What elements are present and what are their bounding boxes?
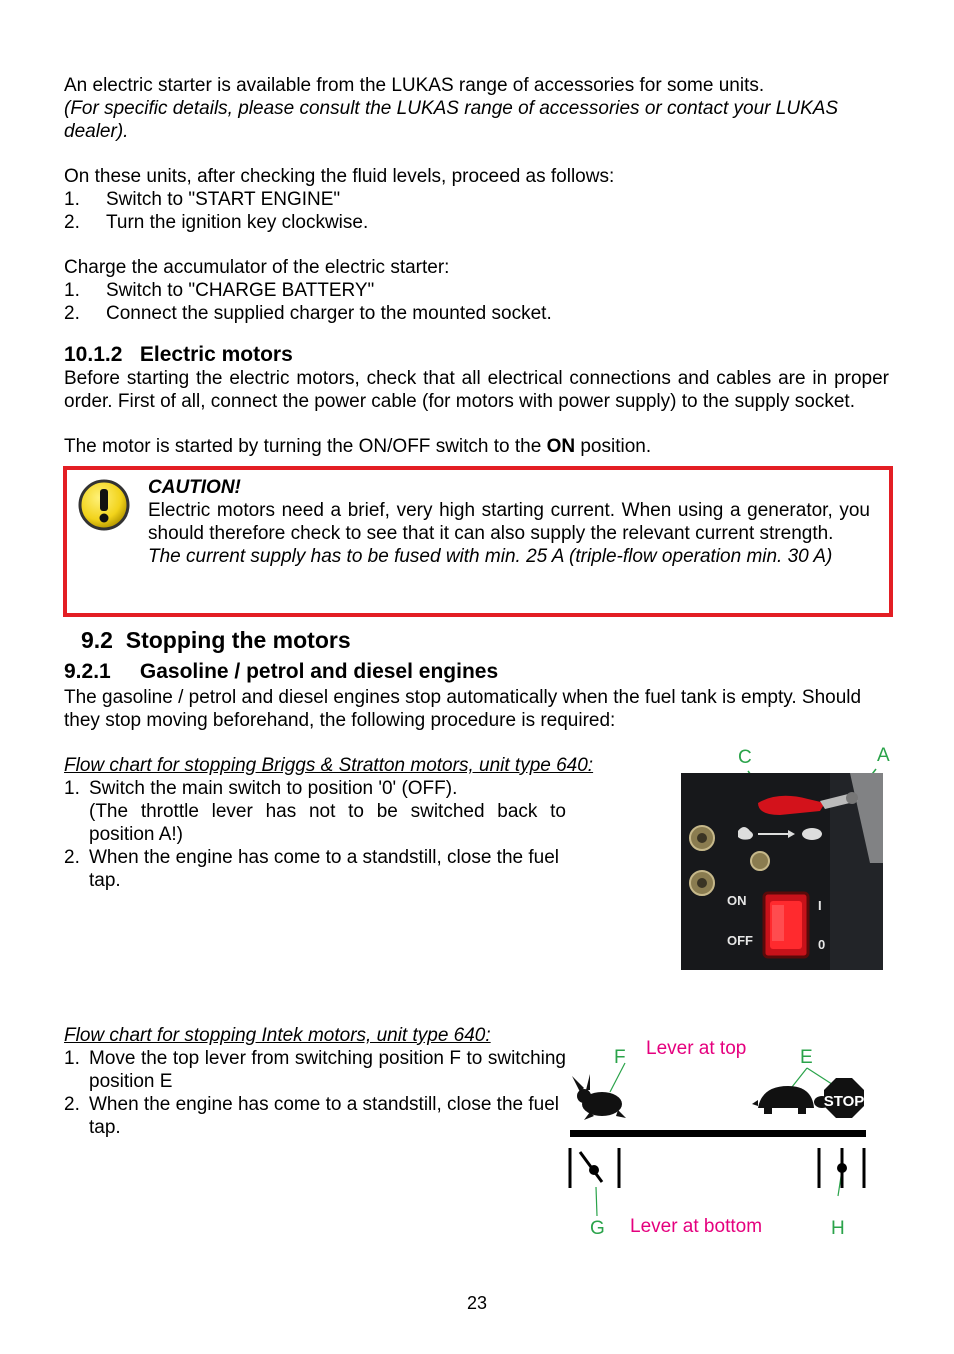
electric-motors-paragraph: Before starting the electric motors, check that all electrical connections and cables are in proper order. First of all, connect the power cable (for motors with power supply) to the supply socket. <box>64 368 889 412</box>
diagram-label-e: E <box>800 1047 813 1068</box>
list-item: 2. Turn the ignition key clockwise. <box>64 212 369 233</box>
list-item: 1. Move the top lever from switching position F to switching position E <box>64 1048 566 1092</box>
charge-procedure <box>64 256 894 325</box>
intro-note: (For specific details, please consult the LUKAS range of accessories or contact your LUKAS dealer). <box>64 98 839 142</box>
rabbit-icon <box>572 1074 626 1120</box>
intek-steps <box>64 1047 566 1139</box>
caution-content <box>148 476 870 568</box>
start-steps <box>64 188 894 234</box>
lever-diagram <box>560 1030 880 1245</box>
off-label: OFF <box>727 933 753 948</box>
switch-one-label: I <box>818 898 822 913</box>
stop-sign-icon <box>824 1078 865 1118</box>
list-item: 2. When the engine has come to a standstill, close the fuel tap. <box>64 847 559 891</box>
intek-flowchart-title: Flow chart for stopping Intek motors, unit type 640: <box>64 1025 491 1046</box>
caution-note: The current supply has to be fused with min. 25 A (triple-flow operation min. 30 A) <box>148 546 833 567</box>
list-item: 1. Switch to "CHARGE BATTERY" <box>64 280 375 301</box>
stopping-heading: 9.2 Stopping the motors <box>81 627 351 653</box>
electric-motors-start-note: The motor is started by turning the ON/OFF switch to the ON position. <box>64 436 652 457</box>
briggs-flowchart-title: Flow chart for stopping Briggs & Stratton motors, unit type 640: <box>64 755 594 776</box>
photo-label-c: C <box>738 747 752 768</box>
list-item: 2. When the engine has come to a standstill, close the fuel tap. <box>64 1094 559 1138</box>
switch-zero-label: 0 <box>818 937 826 952</box>
intro-paragraph: An electric starter is available from the LUKAS range of accessories for some units. <box>64 75 765 96</box>
caution-box <box>63 466 893 617</box>
caution-title: CAUTION! <box>148 477 241 498</box>
list-item: 1. Switch to "START ENGINE" <box>64 189 341 210</box>
start-intro: On these units, after checking the fluid levels, proceed as follows: <box>64 166 615 187</box>
charge-intro: Charge the accumulator of the electric starter: <box>64 257 450 278</box>
diagram-label-g: G <box>590 1218 605 1239</box>
list-item: 1. Switch the main switch to position '0' (OFF). (The throttle lever has not to be switched back to position A!) <box>64 778 566 845</box>
briggs-steps <box>64 777 566 892</box>
lever-bottom-label: Lever at bottom <box>630 1216 763 1237</box>
lever-position-h-icon <box>819 1148 864 1188</box>
engines-paragraph: The gasoline / petrol and diesel engines stop automatically when the fuel tank is empty. Should they stop moving beforehand, the following procedure is required: <box>64 687 862 731</box>
lever-top-label: Lever at top <box>646 1038 747 1059</box>
on-label: ON <box>727 893 747 908</box>
control-panel-photo <box>680 743 890 973</box>
electric-motors-heading: 10.1.2 Electric motors <box>64 343 293 366</box>
engines-subheading: 9.2.1 Gasoline / petrol and diesel engines <box>64 660 499 683</box>
turtle-icon <box>752 1086 830 1114</box>
photo-label-a: A <box>877 745 890 766</box>
intro-section <box>64 74 894 143</box>
caution-body: Electric motors need a brief, very high starting current. When using a generator, you should therefore check to see that it can also supply the relevant current strength. <box>148 500 870 544</box>
svg-text:STOP: STOP <box>823 1093 865 1110</box>
lever-position-g-icon <box>570 1148 619 1188</box>
warning-icon <box>77 478 131 537</box>
start-procedure <box>64 165 894 234</box>
charge-steps <box>64 279 894 325</box>
page-number: 23 <box>466 1293 488 1313</box>
diagram-label-h: H <box>831 1218 845 1239</box>
list-item: 2. Connect the supplied charger to the mounted socket. <box>64 303 552 324</box>
diagram-label-f: F <box>614 1047 626 1068</box>
